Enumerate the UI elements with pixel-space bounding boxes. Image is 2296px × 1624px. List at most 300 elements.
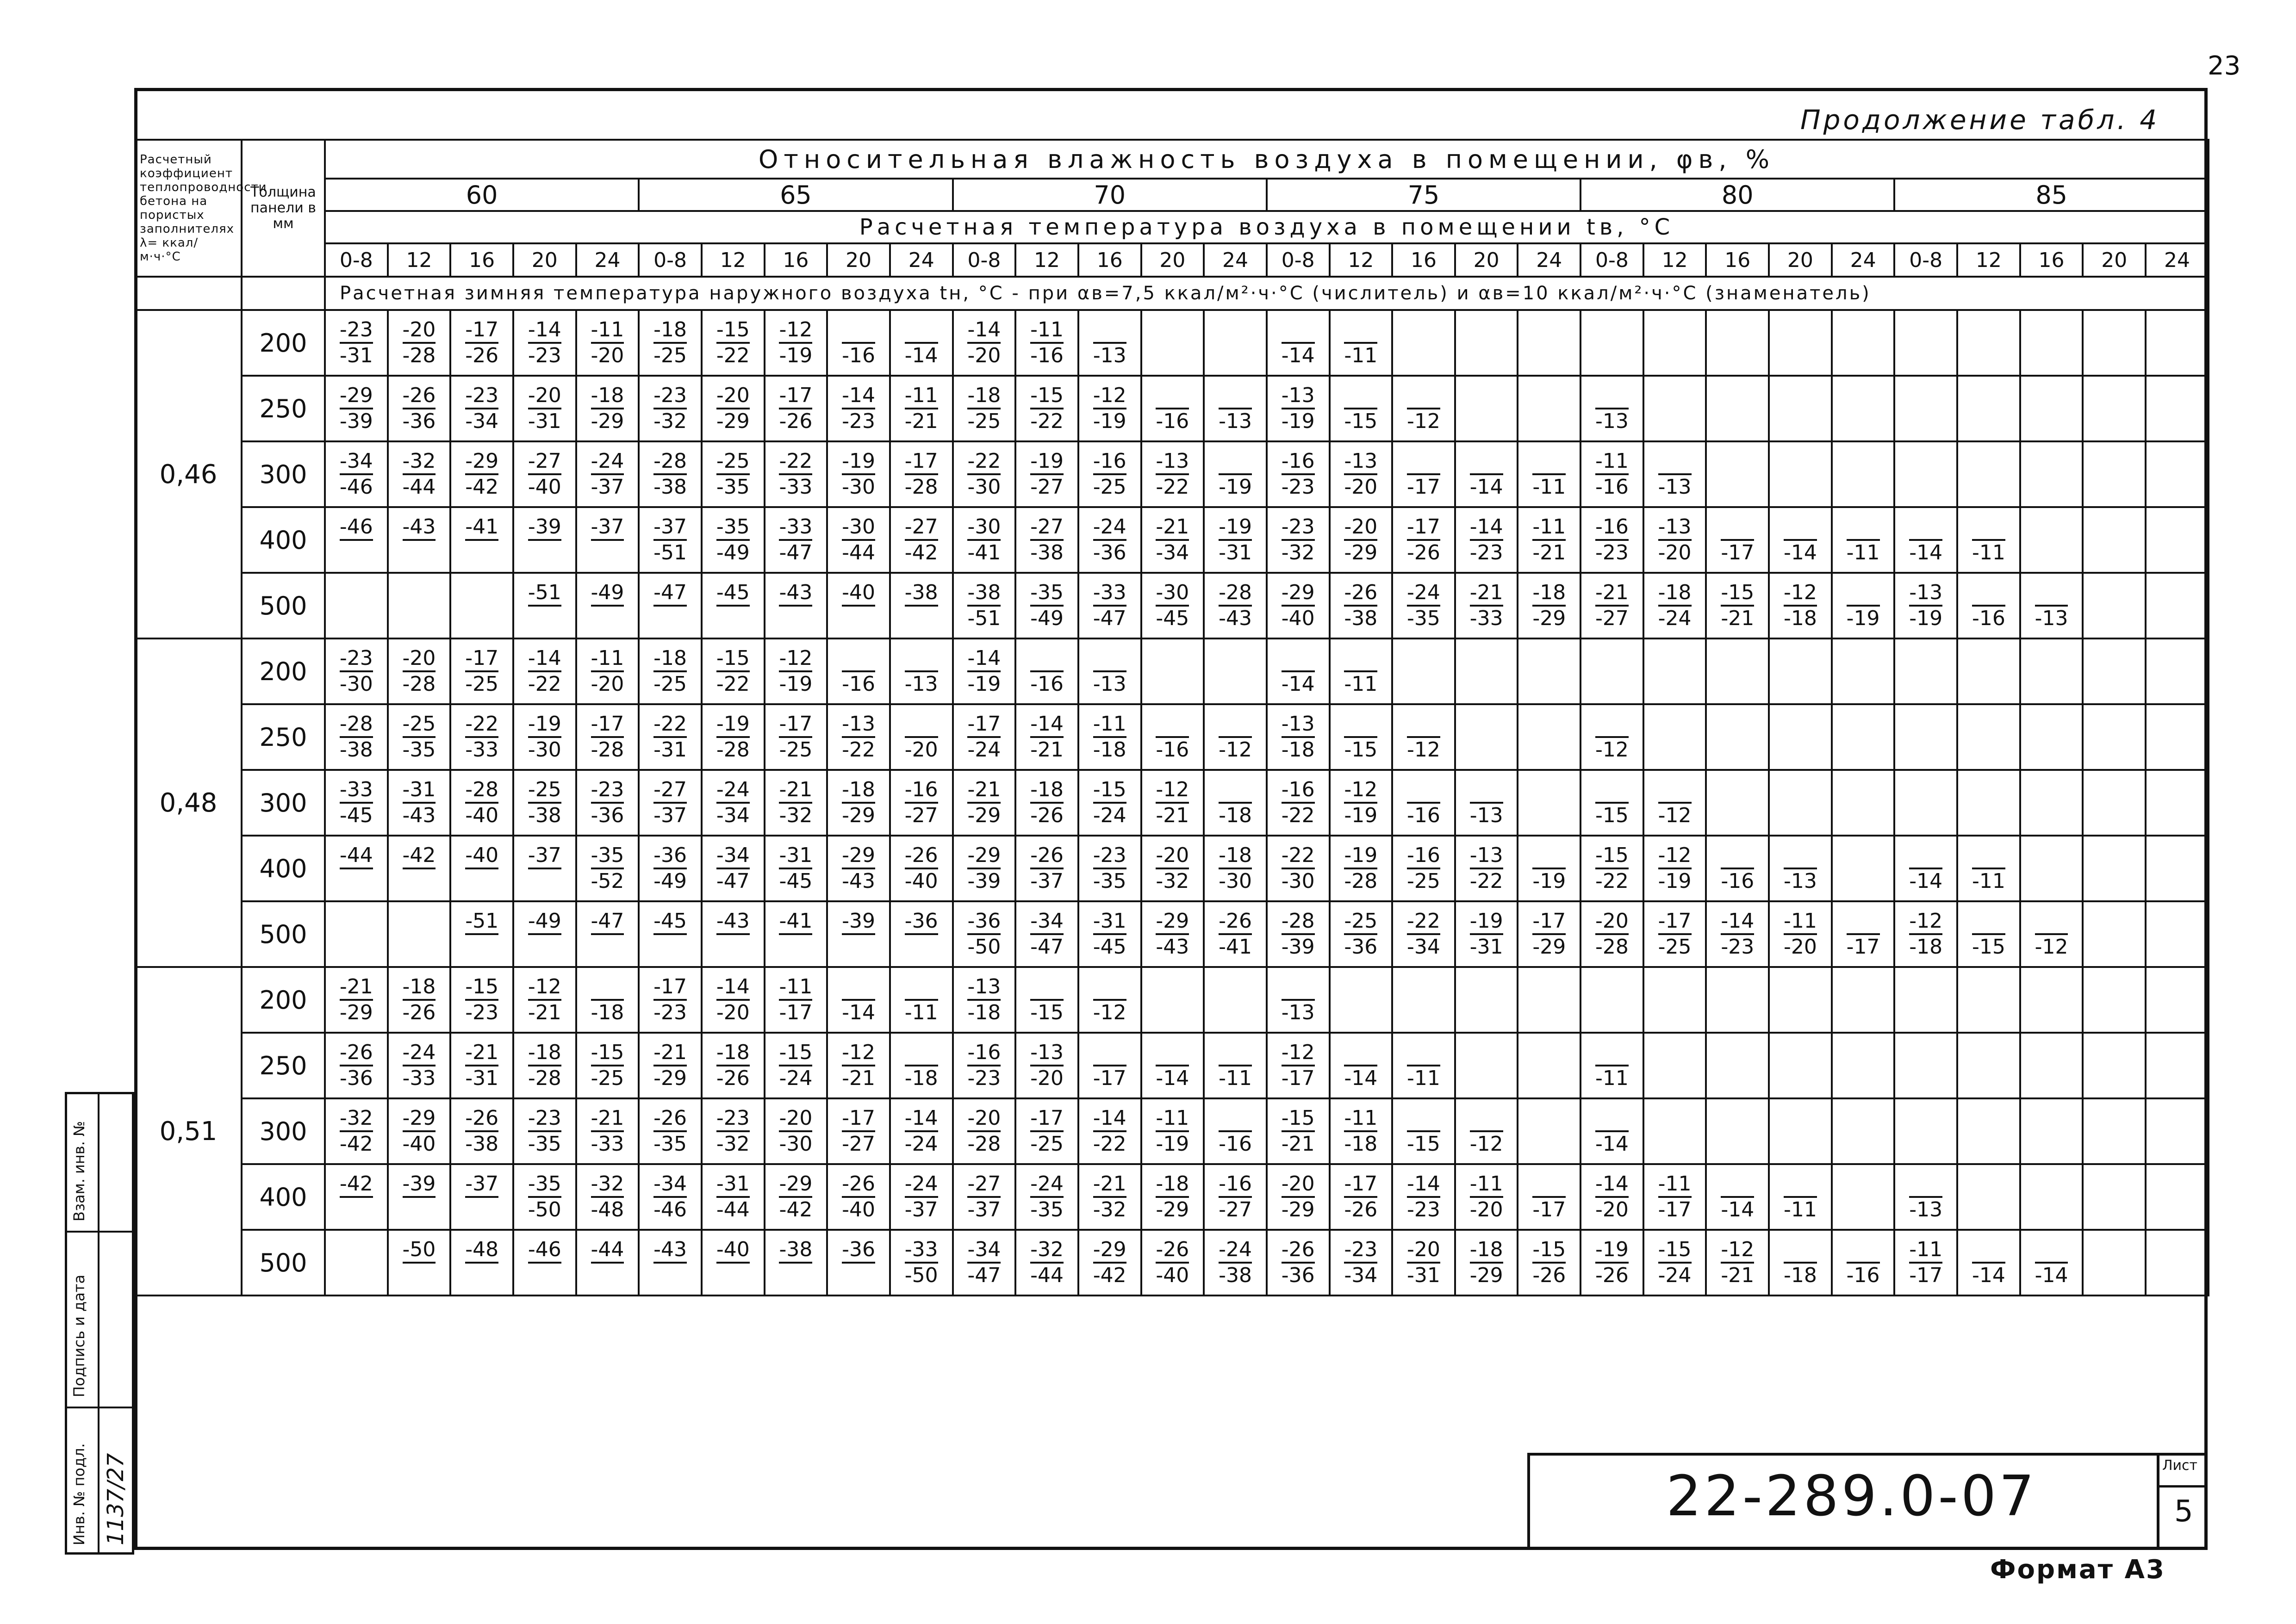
fraction <box>528 778 561 828</box>
denominator: -22 <box>1595 869 1629 893</box>
fraction <box>465 1041 498 1091</box>
numerator: -45 <box>653 909 687 935</box>
temp-cell <box>2146 638 2209 704</box>
temp-cell <box>953 901 1016 967</box>
denominator: -12 <box>1407 738 1440 762</box>
temp-cell <box>953 967 1016 1033</box>
fraction <box>1595 581 1629 631</box>
temp-cell <box>2020 573 2083 638</box>
denominator <box>905 607 938 631</box>
denominator: -17 <box>1658 1198 1692 1221</box>
fraction <box>842 712 875 762</box>
fraction <box>528 384 561 434</box>
paper-format: Формат А3 <box>1990 1555 2165 1585</box>
fraction <box>779 384 812 434</box>
fraction <box>528 1041 561 1091</box>
numerator: -39 <box>842 909 875 935</box>
temp-cell <box>1706 770 1769 836</box>
thickness-value: 500 <box>242 1230 325 1295</box>
numerator: -16 <box>905 778 938 804</box>
denominator: -20 <box>1658 541 1692 564</box>
table-row <box>135 507 2209 573</box>
fraction <box>905 712 938 762</box>
temp-cell <box>1141 441 1204 507</box>
thickness-value: 400 <box>242 1164 325 1230</box>
denominator <box>779 1264 812 1288</box>
denominator: -30 <box>779 1132 813 1156</box>
fraction <box>403 318 436 368</box>
fraction <box>967 318 1001 368</box>
fraction <box>340 449 373 499</box>
denominator: -11 <box>1407 1066 1440 1090</box>
denominator: -13 <box>2035 607 2068 630</box>
fraction <box>967 1041 1001 1091</box>
fraction <box>1030 1106 1064 1156</box>
denominator: -49 <box>716 541 750 564</box>
temp-cell <box>1267 1098 1330 1164</box>
numerator <box>1282 318 1315 344</box>
indoor-temp-value: 24 <box>576 243 639 277</box>
fraction <box>1595 909 1629 959</box>
denominator: -35 <box>1407 607 1440 630</box>
denominator: -38 <box>1219 1264 1252 1287</box>
temp-cell <box>388 1098 451 1164</box>
fraction <box>779 581 812 631</box>
humidity-header: Относительная влажность воздуха в помещении, φв, % <box>325 140 2209 179</box>
denominator: -16 <box>1721 869 1755 893</box>
indoor-temp-value: 12 <box>1330 243 1393 277</box>
denominator: -44 <box>842 541 876 564</box>
numerator: -19 <box>1219 515 1252 541</box>
temp-cell <box>1455 507 1518 573</box>
sheet-divider <box>2157 1485 2208 1488</box>
fraction <box>716 646 750 696</box>
temp-cell <box>325 638 388 704</box>
fraction <box>1658 515 1692 565</box>
numerator: -14 <box>528 318 561 344</box>
fraction <box>1784 515 1817 565</box>
fraction <box>1909 581 1942 631</box>
fraction <box>1658 449 1692 499</box>
numerator: -12 <box>842 1041 875 1066</box>
numerator: -20 <box>1282 1172 1315 1198</box>
denominator: -11 <box>1783 1198 1817 1221</box>
fraction <box>1282 909 1315 959</box>
temp-cell <box>325 441 388 507</box>
denominator: -29 <box>1532 935 1566 959</box>
fraction <box>591 449 624 499</box>
fraction <box>1407 581 1440 631</box>
temp-cell <box>953 1098 1016 1164</box>
fraction <box>1093 384 1126 434</box>
numerator: -26 <box>905 843 938 869</box>
temp-cell <box>1643 376 1706 441</box>
indoor-temp-value: 16 <box>1078 243 1141 277</box>
denominator <box>842 935 875 959</box>
numerator: -19 <box>1030 449 1064 475</box>
numerator: -16 <box>1219 1172 1252 1198</box>
denominator: -12 <box>1595 738 1629 762</box>
denominator: -25 <box>653 344 687 367</box>
temp-cell <box>953 1033 1016 1098</box>
temp-cell <box>1769 441 1832 507</box>
temp-cell <box>576 836 639 901</box>
temp-cell <box>1643 441 1706 507</box>
denominator <box>465 1198 498 1222</box>
numerator: -29 <box>967 843 1001 869</box>
fraction <box>967 449 1001 499</box>
fraction <box>1219 581 1252 631</box>
denominator: -24 <box>1658 1264 1692 1287</box>
temp-cell <box>639 967 702 1033</box>
temp-cell <box>1894 1164 1957 1230</box>
temp-cell <box>702 1164 765 1230</box>
temp-cell <box>450 310 513 376</box>
temp-cell <box>2020 770 2083 836</box>
fraction <box>403 515 436 565</box>
thickness-value: 200 <box>242 310 325 376</box>
denominator: -21 <box>842 1066 876 1090</box>
temp-cell <box>1518 573 1580 638</box>
fraction <box>905 581 938 631</box>
fraction <box>1344 1172 1377 1222</box>
fraction <box>1030 581 1064 631</box>
temp-cell <box>765 1098 828 1164</box>
temp-cell <box>1580 1230 1643 1295</box>
temp-cell <box>1141 770 1204 836</box>
numerator: -12 <box>1721 1238 1754 1264</box>
temp-cell <box>2020 638 2083 704</box>
temp-cell <box>1392 770 1455 836</box>
denominator: -18 <box>591 1001 624 1024</box>
temp-cell <box>2020 967 2083 1033</box>
temp-cell <box>1455 1230 1518 1295</box>
temp-cell <box>827 836 890 901</box>
indoor-temp-value: 0-8 <box>1894 243 1957 277</box>
temp-cell <box>1078 770 1141 836</box>
numerator: -12 <box>1282 1041 1315 1066</box>
denominator: -41 <box>1219 935 1252 959</box>
fraction <box>653 449 687 499</box>
temp-cell <box>2146 836 2209 901</box>
fraction <box>779 778 812 828</box>
numerator: -24 <box>1407 581 1440 607</box>
temp-cell <box>1204 1098 1267 1164</box>
temp-cell <box>1015 507 1078 573</box>
fraction <box>1407 449 1440 499</box>
denominator: -44 <box>1030 1264 1064 1287</box>
numerator: -31 <box>1093 909 1126 935</box>
numerator: -46 <box>528 1238 561 1264</box>
temp-cell <box>1769 376 1832 441</box>
fraction <box>1156 1041 1189 1091</box>
numerator: -19 <box>1595 1238 1629 1264</box>
denominator: -22 <box>1030 409 1064 433</box>
indoor-temp-value: 20 <box>513 243 576 277</box>
temp-cell <box>1769 1230 1832 1295</box>
numerator: -29 <box>403 1106 436 1132</box>
numerator: -28 <box>465 778 498 804</box>
fraction <box>1156 581 1189 631</box>
temp-cell <box>1015 1164 1078 1230</box>
temp-cell <box>2083 704 2146 770</box>
fraction <box>1030 778 1064 828</box>
denominator: -16 <box>1030 672 1064 696</box>
denominator: -12 <box>2035 935 2068 959</box>
numerator: -26 <box>465 1106 498 1132</box>
numerator <box>1219 778 1252 804</box>
denominator: -16 <box>1156 409 1189 433</box>
temp-cell <box>1204 310 1267 376</box>
temp-cell <box>1015 638 1078 704</box>
numerator <box>1344 384 1377 409</box>
temp-cell <box>1894 310 1957 376</box>
temp-cell <box>576 1230 639 1295</box>
fraction <box>1344 778 1377 828</box>
fraction <box>1156 843 1189 893</box>
indoor-temp-value: 12 <box>1015 243 1078 277</box>
numerator <box>1847 909 1880 935</box>
temp-cell <box>953 441 1016 507</box>
numerator: -17 <box>1532 909 1566 935</box>
numerator: -33 <box>779 515 812 541</box>
temp-cell <box>1330 638 1393 704</box>
denominator: -26 <box>402 1001 436 1024</box>
temp-cell <box>702 441 765 507</box>
temp-cell <box>639 770 702 836</box>
fraction <box>403 646 436 696</box>
lambda-value: 0,51 <box>135 967 242 1295</box>
temp-cell <box>953 573 1016 638</box>
denominator <box>528 607 561 631</box>
temp-cell <box>1078 1033 1141 1098</box>
numerator: -17 <box>779 712 812 738</box>
temp-cell <box>1832 1033 1895 1098</box>
denominator: -21 <box>1721 607 1755 630</box>
numerator: -23 <box>716 1106 750 1132</box>
fraction <box>1784 1238 1817 1288</box>
denominator: -16 <box>1595 475 1629 499</box>
numerator: -14 <box>1595 1172 1629 1198</box>
numerator: -38 <box>905 581 938 607</box>
denominator: -25 <box>1030 1132 1064 1156</box>
denominator: -13 <box>904 672 938 696</box>
temp-cell <box>513 770 576 836</box>
temp-cell <box>1518 1164 1580 1230</box>
numerator: -24 <box>591 449 624 475</box>
temp-cell <box>765 1230 828 1295</box>
numerator: -26 <box>1282 1238 1315 1264</box>
indoor-temp-value: 20 <box>827 243 890 277</box>
denominator: -14 <box>1344 1066 1378 1090</box>
temp-cell <box>765 901 828 967</box>
denominator: -29 <box>1469 1264 1503 1287</box>
numerator <box>1721 1172 1754 1198</box>
fraction <box>1972 909 2005 959</box>
denominator: -33 <box>465 738 499 762</box>
denominator <box>716 607 750 631</box>
fraction <box>967 843 1001 893</box>
fraction <box>1030 449 1064 499</box>
denominator: -23 <box>528 344 561 367</box>
denominator: -47 <box>1030 935 1064 959</box>
temp-cell <box>1015 310 1078 376</box>
numerator: -28 <box>340 712 373 738</box>
numerator: -29 <box>1156 909 1189 935</box>
denominator: -33 <box>591 1132 624 1156</box>
indoor-temp-value: 16 <box>450 243 513 277</box>
temp-cell <box>388 376 451 441</box>
denominator: -37 <box>653 804 687 827</box>
temp-cell <box>1330 441 1393 507</box>
numerator: -26 <box>1344 581 1377 607</box>
numerator: -44 <box>591 1238 624 1264</box>
denominator: -42 <box>465 475 499 499</box>
fraction <box>465 778 498 828</box>
numerator: -31 <box>403 778 436 804</box>
numerator: -26 <box>1030 843 1064 869</box>
numerator: -51 <box>528 581 561 607</box>
fraction <box>1030 1238 1064 1288</box>
fraction <box>2035 581 2068 631</box>
numerator: -19 <box>1470 909 1503 935</box>
numerator: -22 <box>653 712 687 738</box>
temp-cell <box>1204 704 1267 770</box>
numerator <box>1532 449 1566 475</box>
temp-cell <box>325 376 388 441</box>
temp-cell <box>1392 573 1455 638</box>
numerator: -11 <box>1909 1238 1942 1264</box>
temp-cell <box>827 770 890 836</box>
denominator: -25 <box>653 672 687 696</box>
fraction <box>905 975 938 1025</box>
temp-cell <box>325 1164 388 1230</box>
temp-cell <box>1518 1230 1580 1295</box>
temp-cell <box>1015 967 1078 1033</box>
temp-cell <box>513 1098 576 1164</box>
indoor-temp-value: 20 <box>2083 243 2146 277</box>
numerator <box>1972 909 2005 935</box>
denominator: -16 <box>842 344 876 367</box>
temp-cell <box>1769 770 1832 836</box>
fraction <box>528 515 561 565</box>
numerator: -22 <box>1282 843 1315 869</box>
denominator: -14 <box>1972 1264 2005 1287</box>
denominator: -23 <box>1281 475 1315 499</box>
temp-cell <box>1518 1098 1580 1164</box>
fraction <box>1470 778 1503 828</box>
fraction <box>967 1172 1001 1222</box>
denominator: -22 <box>1469 869 1503 893</box>
fraction <box>842 1172 875 1222</box>
thickness-value: 500 <box>242 901 325 967</box>
temp-cell <box>702 1033 765 1098</box>
fraction <box>842 1106 875 1156</box>
table-wrap <box>134 139 2208 1296</box>
numerator: -17 <box>591 712 624 738</box>
temp-cell <box>1706 376 1769 441</box>
temp-cell <box>1267 1033 1330 1098</box>
fraction <box>1282 581 1315 631</box>
denominator: -43 <box>402 804 436 827</box>
side-stamp-divider <box>65 1407 134 1408</box>
temp-cell <box>1643 507 1706 573</box>
fraction <box>1344 515 1377 565</box>
denominator: -16 <box>1030 344 1064 367</box>
temp-cell <box>765 376 828 441</box>
denominator <box>340 1198 373 1222</box>
denominator: -11 <box>1344 344 1378 367</box>
fraction <box>653 646 687 696</box>
temp-cell <box>1832 1164 1895 1230</box>
numerator: -30 <box>842 515 875 541</box>
temp-cell <box>2083 967 2146 1033</box>
fraction <box>1156 515 1189 565</box>
denominator: -14 <box>1909 869 1943 893</box>
fraction <box>465 1172 498 1222</box>
temp-cell <box>827 638 890 704</box>
denominator: -17 <box>1281 1066 1315 1090</box>
numerator: -29 <box>779 1172 812 1198</box>
numerator: -16 <box>1093 449 1126 475</box>
side-label-signature: Подпись и дата <box>70 1274 88 1397</box>
temp-cell <box>1204 967 1267 1033</box>
denominator <box>591 541 624 565</box>
fraction <box>905 1106 938 1156</box>
numerator: -12 <box>1909 909 1942 935</box>
numerator: -28 <box>1282 909 1315 935</box>
numerator <box>1344 1041 1377 1066</box>
numerator <box>1219 449 1252 475</box>
temp-cell <box>325 836 388 901</box>
denominator: -11 <box>1344 672 1378 696</box>
denominator: -19 <box>1219 475 1252 499</box>
fraction <box>1407 909 1440 959</box>
denominator: -20 <box>1783 935 1817 959</box>
numerator: -17 <box>905 449 938 475</box>
temp-cell <box>953 638 1016 704</box>
fraction <box>716 1041 750 1091</box>
denominator: -12 <box>1093 1001 1126 1024</box>
temp-cell <box>2146 1098 2209 1164</box>
numerator <box>1282 646 1315 672</box>
temp-cell <box>639 441 702 507</box>
temp-cell <box>1078 901 1141 967</box>
denominator: -42 <box>779 1198 813 1221</box>
fraction <box>528 449 561 499</box>
fraction <box>716 909 750 959</box>
numerator: -15 <box>1282 1106 1315 1132</box>
fraction <box>967 778 1001 828</box>
temp-cell <box>639 507 702 573</box>
fraction <box>779 1172 812 1222</box>
denominator <box>340 869 373 893</box>
temp-cell <box>2083 507 2146 573</box>
numerator: -29 <box>1093 1238 1126 1264</box>
numerator: -48 <box>465 1238 498 1264</box>
temp-cell <box>2020 376 2083 441</box>
numerator <box>1595 1041 1629 1066</box>
temp-cell <box>1518 441 1580 507</box>
denominator: -21 <box>1532 541 1566 564</box>
denominator: -13 <box>1469 804 1503 827</box>
denominator: -19 <box>1281 409 1315 433</box>
denominator: -20 <box>967 344 1001 367</box>
numerator: -16 <box>967 1041 1001 1066</box>
numerator: -30 <box>967 515 1001 541</box>
indoor-temp-value: 16 <box>1392 243 1455 277</box>
denominator: -23 <box>1407 1198 1440 1221</box>
